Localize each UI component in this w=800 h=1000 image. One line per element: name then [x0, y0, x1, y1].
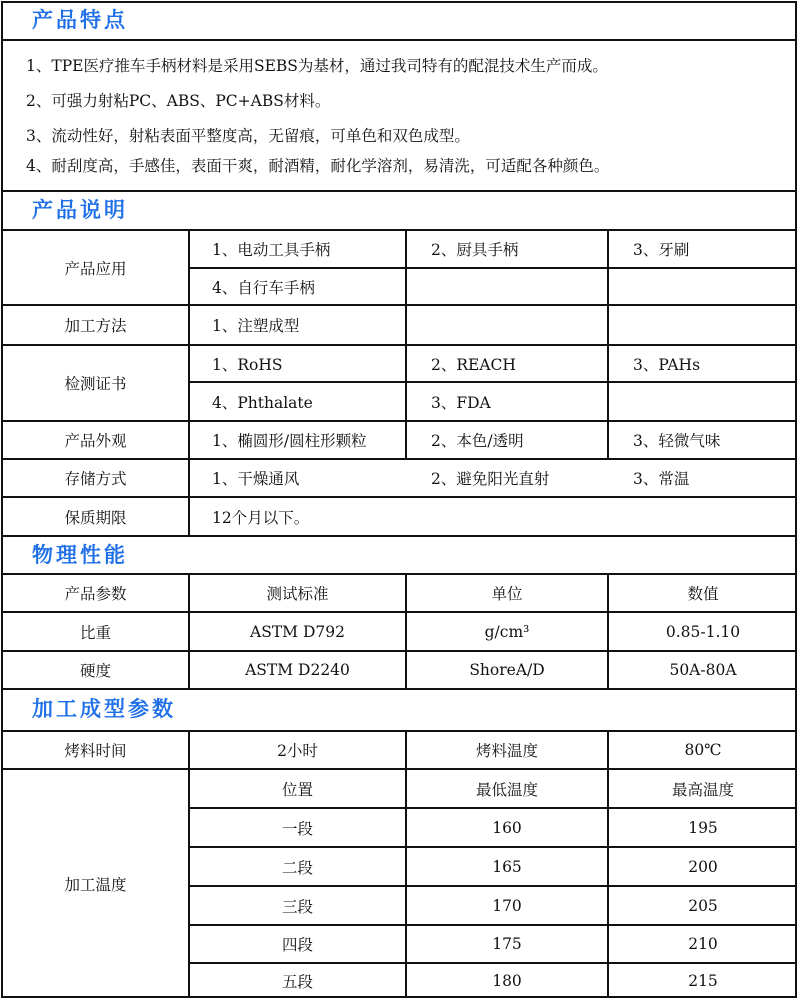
divider [1, 39, 797, 41]
cell: 180 [492, 972, 522, 990]
cell: 3、PAHs [633, 355, 701, 374]
cell: 165 [492, 857, 522, 876]
cell: 215 [688, 972, 718, 990]
cell: ASTM D792 [250, 622, 345, 641]
cell: 170 [492, 896, 522, 915]
cell: g/cm³ [484, 622, 530, 641]
row-label-certificates: 检测证书 [64, 375, 127, 393]
feature-item: 2、可强力射粘PC、ABS、PC+ABS材料。 [26, 92, 331, 110]
cell: 2、本色/透明 [431, 432, 524, 450]
section-title-physical: 物理性能 [32, 543, 128, 567]
feature-item: 4、耐刮度高，手感佳，表面干爽，耐酒精，耐化学溶剂，易清洗，可适配各种颜色。 [26, 157, 610, 175]
cell: 3、牙刷 [633, 241, 690, 259]
section-title-features: 产品特点 [32, 8, 128, 32]
header-cell: 单位 [491, 585, 523, 603]
cell: ASTM D2240 [245, 661, 350, 679]
cell: 1、RoHS [212, 355, 283, 374]
cell: 12个月以下。 [212, 508, 310, 527]
cell: 160 [492, 818, 522, 837]
cell: 1、干燥通风 [212, 470, 300, 488]
cell: 50A-80A [669, 661, 737, 679]
cell: 4、自行车手柄 [212, 278, 315, 297]
header-cell: 产品参数 [64, 585, 127, 603]
header-cell: 测试标准 [266, 585, 329, 603]
cell: 200 [688, 857, 718, 876]
header-cell: 最高温度 [671, 780, 734, 799]
cell: 0.85-1.10 [665, 622, 741, 641]
row-label-storage: 存储方式 [64, 470, 127, 488]
row-label-application: 产品应用 [64, 259, 127, 278]
header-cell: 位置 [281, 780, 313, 799]
cell: 2、REACH [431, 355, 516, 374]
cell: 2、厨具手柄 [431, 241, 519, 259]
cell: 4、Phthalate [212, 393, 313, 412]
row-label-process: 加工方法 [64, 317, 127, 335]
cell: 硬度 [79, 662, 111, 680]
section-title-description: 产品说明 [32, 198, 128, 222]
row-label-appearance: 产品外观 [64, 432, 127, 450]
cell: 三段 [281, 897, 313, 916]
drying-time-label: 烤料时间 [64, 742, 127, 760]
cell: 二段 [281, 858, 313, 877]
cell: 3、FDA [431, 393, 491, 412]
processing-temp-label: 加工温度 [64, 876, 127, 894]
cell: 210 [688, 935, 718, 953]
cell: 175 [492, 935, 522, 953]
header-cell: 最低温度 [475, 780, 538, 799]
drying-temp-label: 烤料温度 [475, 742, 538, 760]
cell: 205 [688, 896, 718, 915]
drying-time-value: 2小时 [277, 742, 318, 760]
cell: 2、避免阳光直射 [431, 470, 550, 488]
section-title-processing: 加工成型参数 [32, 697, 176, 721]
row-label-shelf-life: 保质期限 [64, 508, 127, 527]
cell: 1、注塑成型 [212, 317, 300, 335]
cell: 五段 [281, 973, 313, 991]
cell: 一段 [281, 819, 313, 838]
cell: ShoreA/D [469, 661, 545, 679]
header-cell: 数值 [687, 585, 719, 603]
cell: 3、轻微气味 [633, 432, 721, 450]
feature-item: 1、TPE医疗推车手柄材料是采用SEBS为基材，通过我司特有的配混技术生产而成。 [26, 57, 608, 75]
cell: 四段 [281, 936, 313, 954]
cell: 195 [688, 818, 718, 837]
cell: 比重 [79, 623, 111, 642]
cell: 1、电动工具手柄 [212, 241, 331, 259]
divider [1, 190, 797, 192]
cell: 1、椭圆形/圆柱形颗粒 [212, 432, 367, 450]
row-divider [1, 688, 797, 690]
cell: 3、常温 [633, 470, 690, 488]
drying-temp-value: 80℃ [684, 741, 722, 759]
row-divider [1, 535, 797, 537]
feature-item: 3、流动性好，射粘表面平整度高，无留痕，可单色和双色成型。 [26, 127, 470, 145]
